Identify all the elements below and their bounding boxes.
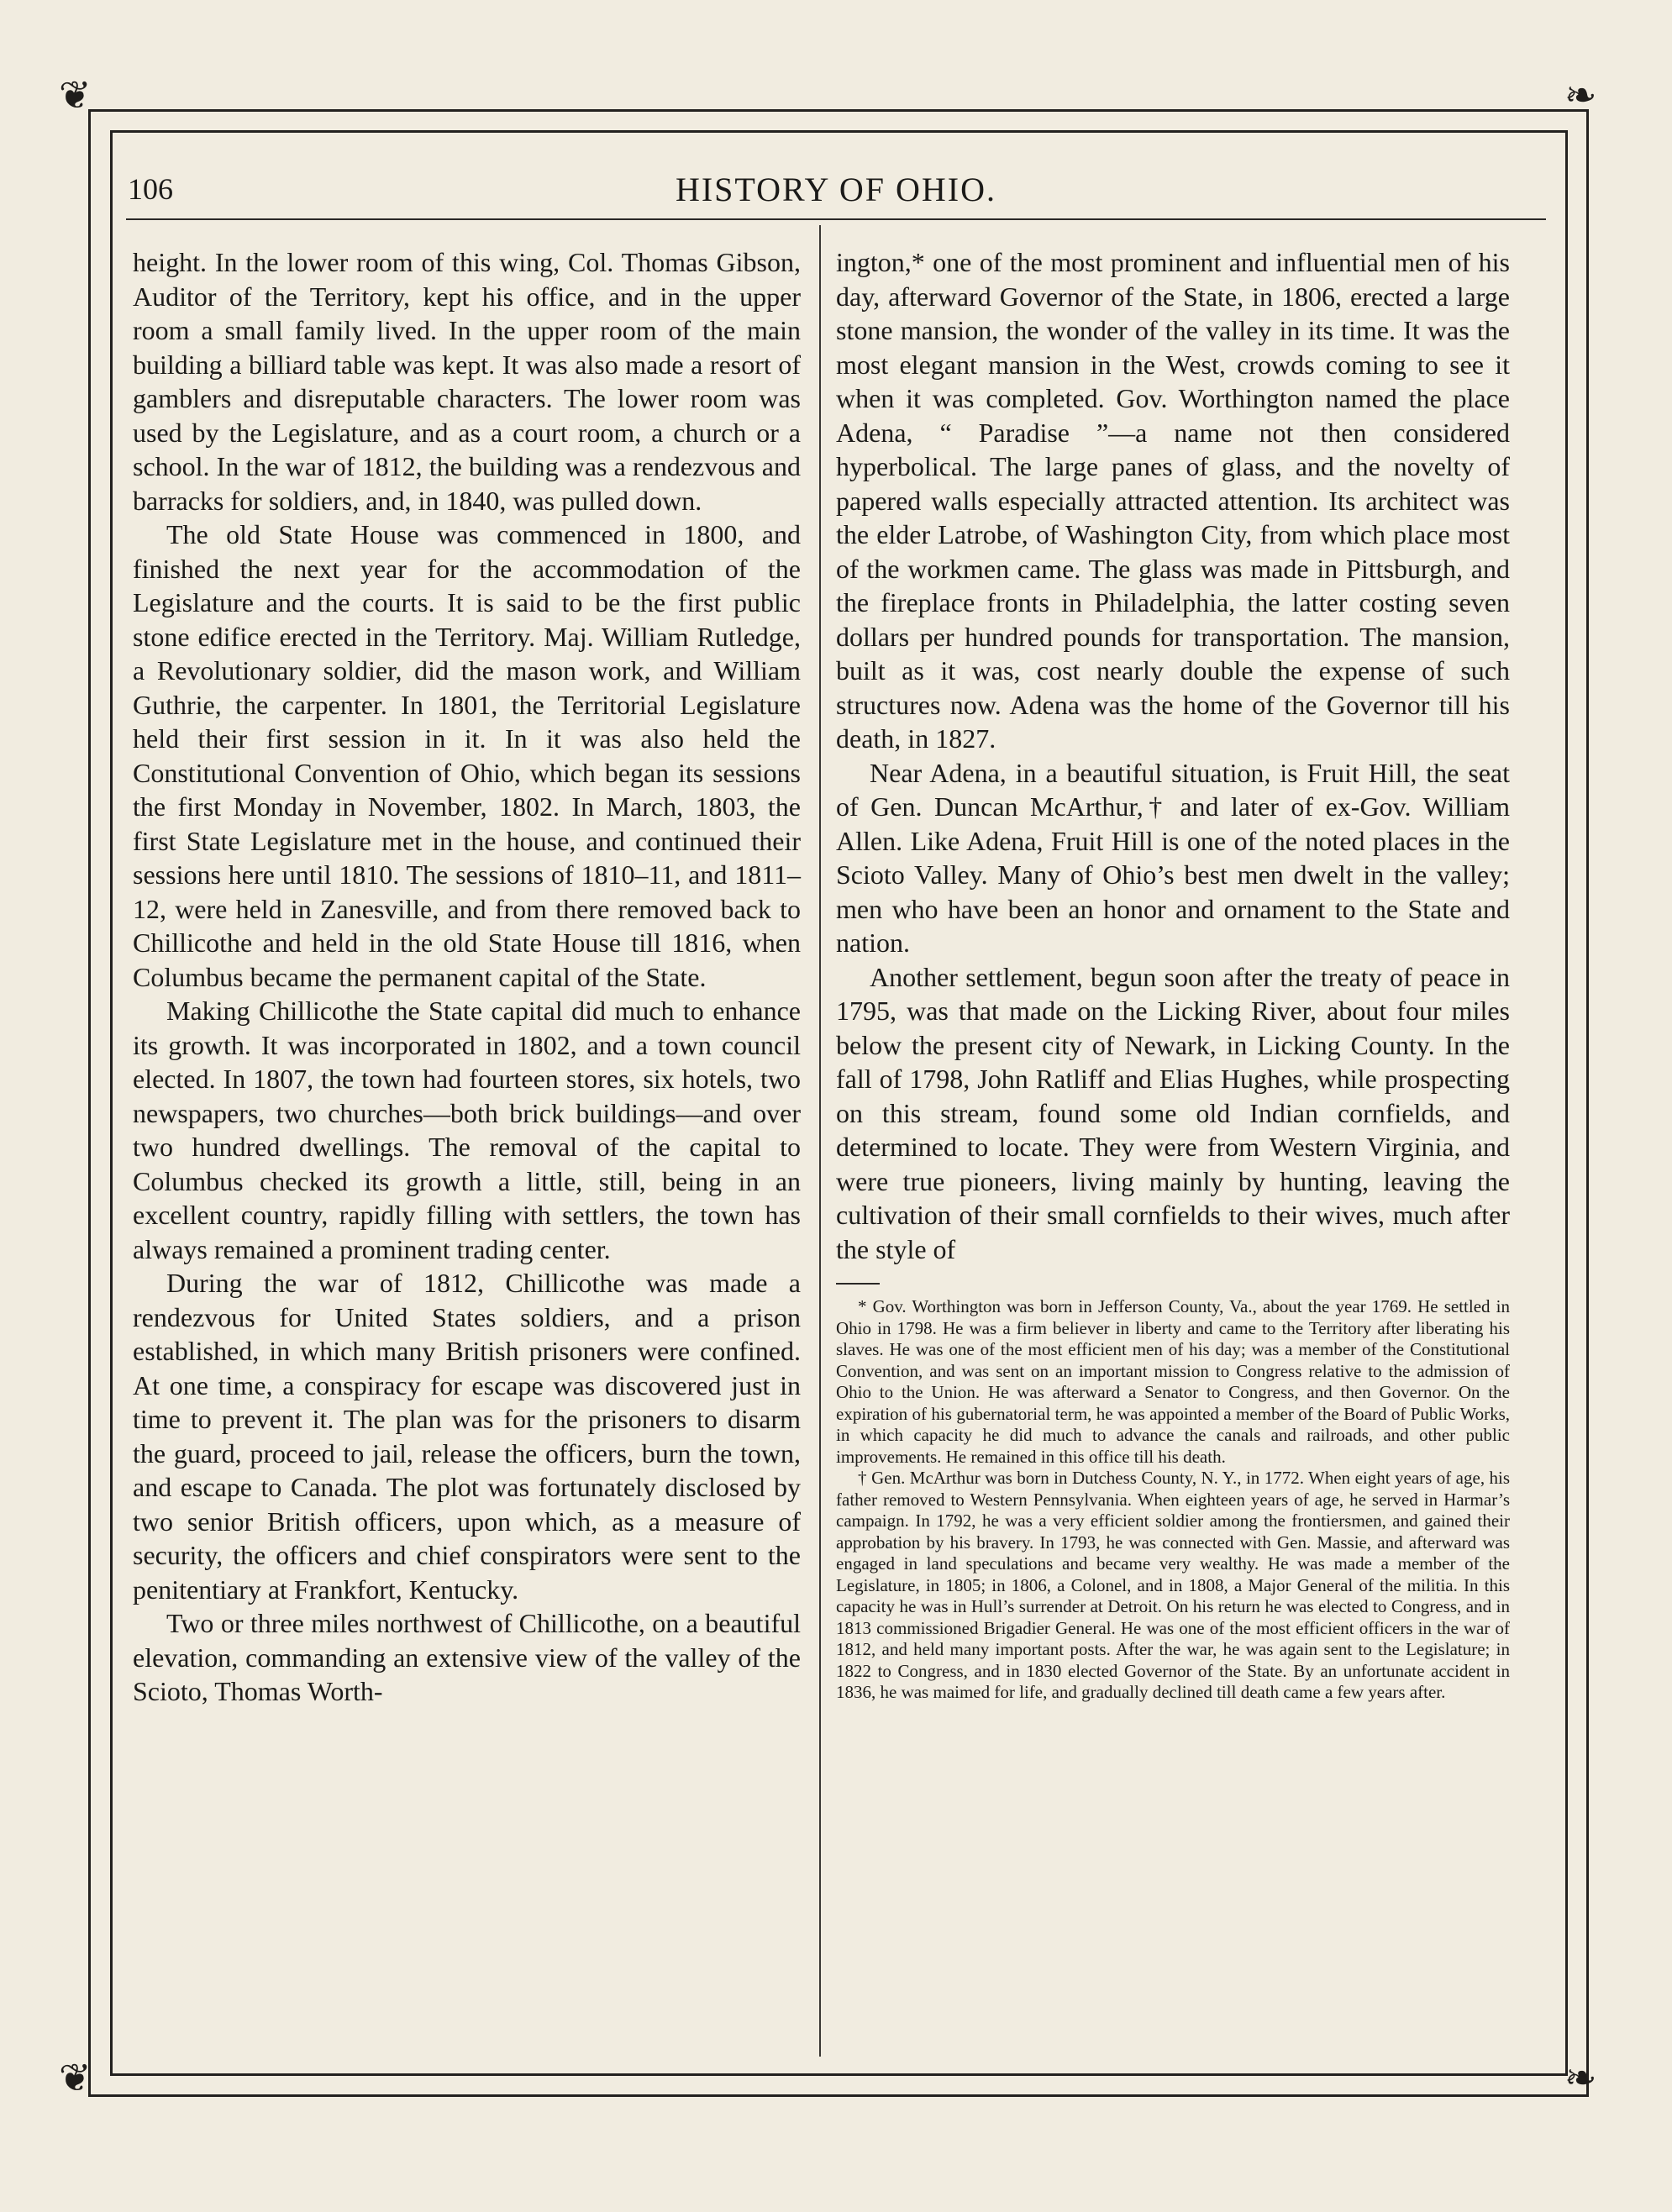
- paragraph: Another settlement, begun soon after the treaty of peace in 1795, was that made on the Licking River, about four miles below the present city of Newark, in Licking County. In the fall of 1798, John Ratliff and Elias Hughes, while prospecting on this stream, found some old Indian cornfields, and determined to locate. They were from Western Virginia, and were true pioneers, living mainly by hunting, leaving the cultivation of their small cornfields to their wives, much after the style of: [836, 961, 1510, 1264]
- page-number: 106: [128, 172, 173, 206]
- paragraph: height. In the lower room of this wing, Col. Thomas Gibson, Auditor of the Territory, kept his office, and in the upper room a small family lived. In the upper room of the main building a billiard table was kept. It was also made a resort of gamblers and disreputable characters. The lower room was used by the Legislature, and as a court room, a church or a school. In the war of 1812, the building was a rendezvous and barracks for soldiers, and, in 1840, was pulled down.: [133, 247, 801, 516]
- right-column: [836, 245, 1510, 1704]
- paragraph: The old State House was commenced in 1800, and finished the next year for the accommodation of the Legislature and the courts. It is said to be the first public stone edifice erected in the Territory. Maj. William Rutledge, a Revolutionary soldier, did the mason work, and William Guthrie, the carpenter. In 1801, the Territorial Legislature held their first session in it. In it was also held the Constitutional Convention of Ohio, which began its sessions the first Monday in November, 1802. In March, 1803, the first State Legislature met in the house, and continued their sessions here until 1810. The sessions of 1810–11, and 1811–12, were held in Zanesville, and from there removed back to Chillicothe and held in the old State House till 1816, when Columbus became the permanent capital of the State.: [133, 519, 801, 992]
- left-column: [133, 245, 801, 1709]
- running-title: HISTORY OF OHIO.: [675, 171, 997, 208]
- corner-ornament-bottom-left: ❦: [59, 2055, 92, 2100]
- footnote: † Gen. McArthur was born in Dutchess County, N. Y., in 1772. When eight years of age, his father removed to Western Pennsylvania. When eighteen years of age, he served in Harmar’s campaign. In 1792, he was a very efficient soldier among the frontiersmen, and gained their approbation by his bravery. In 1793, he was connected with Gen. Massie, and afterward was engaged in land speculations and became very wealthy. He was made a member of the Legislature, in 1805; in 1806, a Colonel, and in 1808, a Major General of the militia. In this capacity he was in Hull’s surrender at Detroit. On his return he was elected to Congress, and in 1813 commissioned Brigadier General. He was one of the most efficient officers in the war of 1812, and held many important posts. After the war, he was again sent to the Legislature; in 1822 to Congress, and in 1830 elected Governor of the State. By an unfortunate accident in 1836, he was maimed for life, and gradually declined till death came a few years after.: [836, 1468, 1510, 1702]
- page-header: [126, 168, 1546, 220]
- column-divider: [819, 225, 821, 2057]
- paragraph: Two or three miles northwest of Chillicothe, on a beautiful elevation, commanding an extensive view of the valley of the Scioto, Thomas Worth-: [133, 1608, 801, 1706]
- paragraph: During the war of 1812, Chillicothe was made a rendezvous for United States soldiers, and a prison established, in which many British prisoners were confined. At one time, a conspiracy for escape was discovered just in time to prevent it. The plan was for the prisoners to disarm the guard, proceed to jail, release the officers, burn the town, and escape to Canada. The plot was fortunately disclosed by two senior British officers, upon which, as a measure of security, the officers and chief conspirators were sent to the penitentiary at Frankfort, Kentucky.: [133, 1268, 801, 1605]
- corner-ornament-top-right: ❧: [1564, 72, 1597, 118]
- paragraph: ington,* one of the most prominent and influential men of his day, afterward Governor of the State, in 1806, erected a large stone mansion, the wonder of the valley in its time. It was the most elegant mansion in the West, crowds coming to see it when it was completed. Gov. Worthington named the place Adena, “ Paradise ”—a name not then considered hyperbolical. The large panes of glass, and the novelty of papered walls especially attracted attention. Its architect was the elder Latrobe, of Washington City, from which place most of the workmen came. The glass was made in Pittsburgh, and the fireplace fronts in Philadelphia, the latter costing seven dollars per hundred pounds for transportation. The mansion, built as it was, cost nearly double the expense of such structures now. Adena was the home of the Governor till his death, in 1827.: [836, 247, 1510, 754]
- footnote: * Gov. Worthington was born in Jefferson County, Va., about the year 1769. He settled in Ohio in 1798. He was a firm believer in liberty and came to the Territory after liberating his slaves. He was one of the most efficient men of his day; was a member of the Constitutional Convention, and was sent on an important mission to Congress relative to the admission of Ohio to the Union. He was afterward a Senator to Congress, and then Governor. On the expiration of his gubernatorial term, he was appointed a member of the Board of Public Works, in which capacity he did much to advance the canals and railroads, and other public improvements. He remained in this office till his death.: [836, 1296, 1510, 1467]
- footnotes: [836, 1296, 1510, 1704]
- paragraph: Making Chillicothe the State capital did much to enhance its growth. It was incorporated in 1802, and a town council elected. In 1807, the town had fourteen stores, six hotels, two newspapers, two churches—both brick buildings—and over two hundred dwellings. The removal of the capital to Columbus checked its growth a little, still, being in an excellent country, rapidly filling with settlers, the town has always remained a prominent trading center.: [133, 996, 801, 1264]
- footnote-rule: [836, 1283, 880, 1285]
- corner-ornament-top-left: ❦: [59, 72, 92, 118]
- paragraph: Near Adena, in a beautiful situation, is Fruit Hill, the seat of Gen. Duncan McArthur,† and later of ex-Gov. William Allen. Like Adena, Fruit Hill is one of the noted places in the Scioto Valley. Many of Ohio’s best men dwelt in the valley; men who have been an honor and ornament to the State and nation.: [836, 757, 1510, 958]
- corner-ornament-bottom-right: ❧: [1564, 2055, 1597, 2100]
